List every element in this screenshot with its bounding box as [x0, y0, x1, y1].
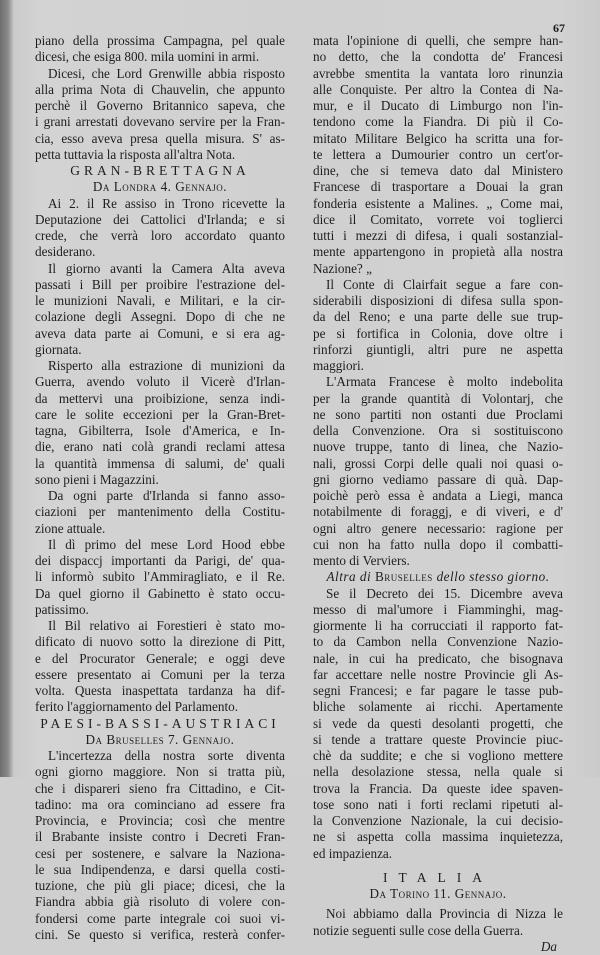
text-line: maggiori.	[313, 358, 364, 373]
text-line: cui non ha fatto nulla dopo il combatti-	[313, 536, 563, 552]
section-heading-italia: ITALIA	[383, 869, 493, 885]
text-line: giormente li ha corrucciati il rapporto fat-	[313, 618, 563, 633]
text-line: tendono come la Fiandra. Di più il Co-	[313, 114, 563, 130]
text-line: poichè però essa è andata a Liegi, manca	[313, 488, 563, 503]
text-line: chè da suddite; e che si vogliono mettere	[313, 748, 563, 763]
text-line: tuzione, che più gli piace; dicesi, che la	[35, 878, 285, 893]
text-line: Ai 2. il Re assiso in Trono ricevette la	[48, 195, 285, 211]
text-line: dice il Comitato, vorrete voi toglierci	[313, 211, 563, 227]
text-line: mitato Militare Belgico ha scritta una for-	[313, 130, 563, 146]
text-line: patissimo.	[35, 601, 89, 617]
text-line: il Brabante insiste contro i Decreti Fran-	[35, 829, 285, 845]
text-line: e del Procurator Generale; e oggi deve	[35, 650, 285, 666]
text-line: si vede da questi desolanti progetti, che	[313, 715, 563, 731]
text-line: da del Reno; e una parte delle sue trup-	[313, 309, 563, 325]
text-line: rinforzi giuntigli, altri pure ne aspetta	[313, 341, 563, 357]
text-line: volta. Questa inaspettata tardanza ha dif-	[35, 683, 285, 698]
text-line: segni Francesi; e far pagare le tasse pub-	[313, 683, 563, 698]
dateline-torino: Da Torino 11. Gennajo.	[369, 886, 507, 901]
text-line: crede, che verrà loro accordato quanto	[35, 228, 285, 243]
text-line: cini. Se questo si verifica, resterà confer-	[35, 926, 285, 942]
text-line: che i dispareri sieno fra Cittadino, e Cit-	[35, 780, 285, 796]
text-line: pe si fortifica in Colonia, dove oltre i	[313, 325, 563, 341]
text-line: mur, e il Ducato di Limburgo non l'in-	[313, 98, 563, 113]
text-line: ciazioni per mantenimento della Costitu-	[35, 504, 285, 520]
text-line: piano della prossima Campagna, pel quale	[35, 33, 285, 48]
paesi-bassi-text	[35, 748, 285, 943]
text-line: perchè il Governo Britannico sapeva, che	[35, 98, 285, 113]
text-line: tose sono nati i forti reclami ripetuti al-	[313, 796, 563, 812]
text-line: si tende a trattare queste Provincie piuc-	[313, 731, 563, 747]
dateline-londra: Da Londra 4. Gennajo.	[92, 179, 228, 195]
dateline-city: Bruselles	[374, 569, 433, 585]
text-line: Deputazione dei Cattolici d'Irlanda; e si	[35, 211, 285, 227]
text-line: cesi per sostenere, e salvare la Naziona-	[35, 845, 285, 861]
section-heading-paesi-bassi-austriaci: PAESI-BASSI-AUSTRIACI	[40, 715, 280, 731]
text-line: dicesi, che esiga 800. mila uomini in armi.	[35, 49, 260, 65]
text-line: L'incertezza della nostra sorte diventa	[48, 748, 285, 763]
text-line: cia, esso aveva presa quella misura. S' as-	[35, 130, 285, 146]
text-line: Dicesi, che Lord Grenwille abbia risposto	[48, 65, 285, 81]
text-line: le munizioni Navali, e Militari, e la cir-	[35, 293, 285, 308]
text-line: notizie seguenti sulle cose della Guerra.	[313, 922, 524, 938]
text-line: ne sono partiti non ostanti due Proclami	[313, 406, 563, 422]
text-line: ferito l'aggiornamento del Parlamento.	[35, 699, 239, 715]
text-line: fondersi come parte integrale coi suoi vi-	[35, 910, 285, 926]
text-line: dei dispaccj importanti da Parigi, de' qua-	[35, 553, 285, 568]
text-line: mente appartengono in propietà alla nostra	[313, 244, 563, 260]
text-line: to da Cambon nella Convenzione Nazio-	[313, 634, 563, 650]
text-line: Il Conte di Clairfait segue a fare con-	[326, 276, 563, 292]
text-line: sono pieni i Magazzini.	[35, 471, 159, 487]
bruselles-subsection-text	[313, 586, 563, 862]
page-number: 67	[553, 21, 565, 35]
italia-text	[313, 906, 563, 939]
text-line: ogni giorno maggiore. Non si tratta più,	[35, 764, 285, 780]
text-line: Risperto alla estrazione di munizioni da	[48, 358, 285, 373]
text-line: fonderia esistente a Malines. „ Come mai,	[313, 195, 563, 211]
text-line: tutti i mezzi di difesa, i quali sostanzial-	[313, 228, 563, 243]
spacer	[313, 862, 563, 870]
text-line: avrebbe smentita la vantata loro rinunzia	[313, 65, 563, 81]
text-line: L'Armata Francese è molto indebolita	[326, 374, 563, 390]
text-line: nella desolazione stessa, nella quale si	[313, 764, 563, 780]
dateline-altra-bruselles	[313, 569, 563, 585]
text-line: Da ogni parte d'Irlanda si fanno asso-	[48, 488, 285, 503]
text-line: Guerra, avendo voluto il Vicerè d'Irlan-	[35, 374, 285, 390]
text-line: trova la Francia. Da queste idee spaven-	[313, 780, 563, 796]
text-line: alla prima Nota di Chauvelin, che appunto	[35, 81, 285, 97]
text-line: die, erano nati colà grandi reclami attesa	[35, 439, 285, 455]
text-line: zione attuale.	[35, 520, 106, 536]
left-column	[35, 33, 285, 943]
text-line: dificato di nuovo sotto la direzione di Pitt,	[35, 634, 285, 650]
text-line: no detto, che la condotta de' Francesi	[313, 49, 563, 65]
section-heading-gran-brettagna: GRAN-BRETTAGNA	[70, 163, 250, 178]
catchword: Da	[540, 938, 557, 954]
text-line: Fiandra abbia già risoluto di volere con-	[35, 894, 285, 910]
text-line: siderabili disposizioni di difesa sulla spon-	[313, 293, 563, 308]
text-line: Nazione? „	[313, 260, 372, 276]
text-line: dine, che si temeva dato dal Ministero	[313, 163, 563, 178]
text-line: Il giorno avanti la Camera Alta aveva	[48, 260, 285, 276]
text-line: desiderano.	[35, 244, 96, 260]
text-line: da mettervi una proibizione, senza indi-	[35, 390, 285, 406]
text-line: ne si aspetta colla massima inquietezza,	[313, 829, 563, 845]
text-line: notabilmente di foraggj, e di viveri, e d'	[313, 504, 563, 520]
text-line: tagna, Gibilterra, Isole d'America, e In-	[35, 423, 285, 438]
text-line: te lettera a Dumourier contro un cert'or-	[313, 146, 563, 162]
text-line: per la grande quantità di Volontarj, che	[313, 390, 563, 406]
text-line: Se il Decreto dei 15. Dicembre aveva	[326, 585, 563, 601]
text-line: alle Conquiste. Per altro la Contea di Na-	[313, 81, 563, 97]
text-line: giornata.	[35, 341, 82, 357]
text-line: aveva data parte ai Comuni, e si era ag-	[35, 325, 285, 341]
text-line: essere presentato ai Comuni per la terza	[35, 666, 285, 682]
gran-brettagna-text	[35, 196, 285, 716]
text-line: nuove truppe, tanto di linea, che Nazio-	[313, 439, 563, 455]
text-line: nale, in cui ha predicato, che bisognava	[313, 650, 563, 666]
text-line: care le solite eccezioni per la Gran-Bret-	[35, 406, 285, 422]
text-line: li informò subito l'Ammiragliato, e il Re.	[35, 569, 285, 585]
text-line: messo di mal'umore i Fiamminghi, mag-	[313, 601, 563, 617]
text-line: bliche solamente ai ricchi. Apertamente	[313, 699, 563, 715]
text-line: Il dì primo del mese Lord Hood ebbe	[48, 536, 285, 552]
dateline-italic-suffix: dello stesso giorno.	[436, 569, 550, 585]
text-line: nali, grossi Corpi delle quali noi quasi o-	[313, 455, 563, 471]
text-line: tadino: ma ora cominciano ad essere fra	[35, 796, 285, 812]
text-line: far accettare nelle nostre Provincie gli As-	[313, 666, 563, 682]
text-line: Francese di trasportare a Douai la gran	[313, 179, 563, 195]
text-line: le sua Indipendenza, e darsi quella costi-	[35, 861, 285, 877]
dateline-bruselles: Da Bruselles 7. Gennajo.	[85, 731, 235, 747]
text-line: Il Bil relativo ai Forestieri è stato mo-	[48, 618, 285, 633]
continued-text	[313, 33, 563, 569]
text-line: petta tuttavia la risposta all'altra Nota.	[35, 146, 236, 162]
text-line: Da quel giorno il Gabinetto è stato occu-	[35, 585, 285, 601]
text-line: mata l'opinione di quelli, che sempre han-	[313, 33, 563, 48]
opening-paragraphs	[35, 33, 285, 163]
text-line: ed impazienza.	[313, 845, 393, 861]
text-line: della Convenzione. Ora si sostituiscono	[313, 423, 563, 438]
text-line: la quantità immensa di salumi, de' quali	[35, 455, 285, 471]
dateline-italic-prefix: Altra di	[326, 569, 372, 585]
text-line: ogni altro genere necessario: ragione per	[313, 520, 563, 536]
text-line: colazione degli Assegni. Dopo di che ne	[35, 309, 285, 325]
text-line: gni giorno vediamo passare di quà. Dap-	[313, 471, 563, 487]
text-line: i grani arrestati dovevano servire per la Fran-	[35, 114, 285, 130]
text-line: Noi abbiamo dalla Provincia di Nizza le	[326, 906, 563, 922]
text-line: passati i Bill per proibire l'estrazione del-	[35, 276, 285, 292]
text-line: la Convenzione Nazionale, la cui decisio-	[313, 813, 563, 828]
right-column	[313, 33, 563, 955]
text-line: Provincia, e Provincia; così che mentre	[35, 813, 285, 828]
text-line: mento di Verviers.	[313, 553, 410, 568]
